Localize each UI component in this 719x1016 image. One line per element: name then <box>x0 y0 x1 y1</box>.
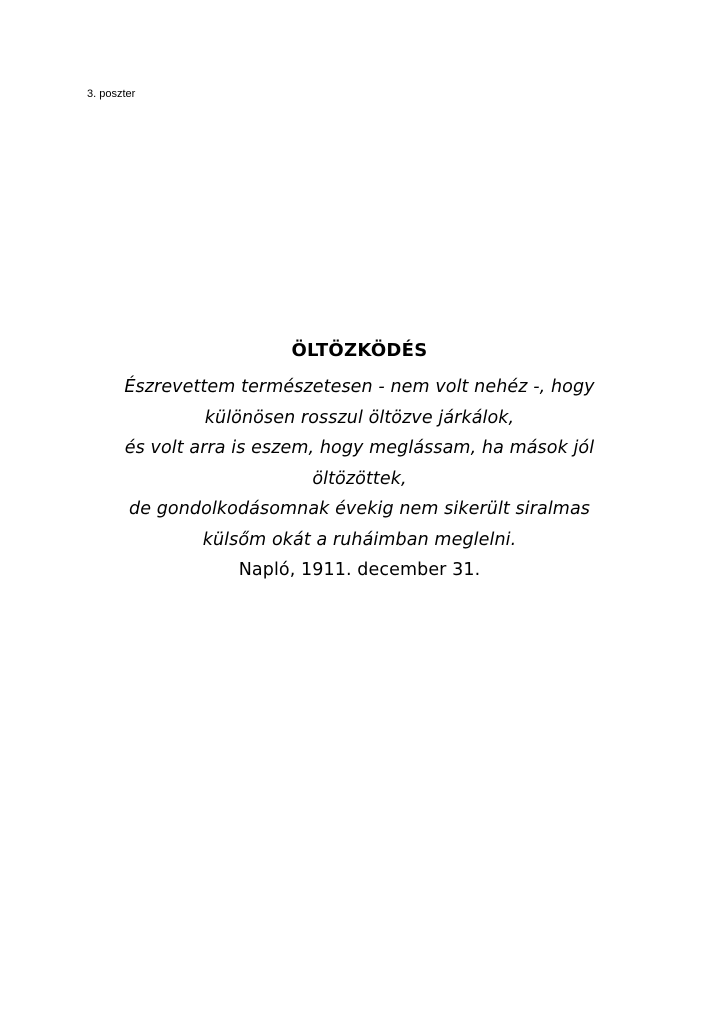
poem-line-5: de gondolkodásomnak évekig nem sikerült siralmas <box>128 499 590 519</box>
poem-title: ÖLTÖZKÖDÉS <box>291 340 428 361</box>
poem-line-4: öltözöttek, <box>312 468 407 489</box>
poem-line-1: Észrevettem természetesen - nem volt nehéz -, hogy <box>124 377 595 397</box>
poem-line-3: és volt arra is eszem, hogy meglássam, ha mások jól <box>124 438 595 458</box>
poem-line-6: külsőm okát a ruháimban meglelni. <box>202 529 517 550</box>
poem-block <box>60 338 659 586</box>
poem-line-2: különösen rosszul öltözve járkálok, <box>204 407 515 428</box>
poster-number: 3. poszter <box>87 88 136 100</box>
poem-source: Napló, 1911. december 31. <box>238 560 481 580</box>
